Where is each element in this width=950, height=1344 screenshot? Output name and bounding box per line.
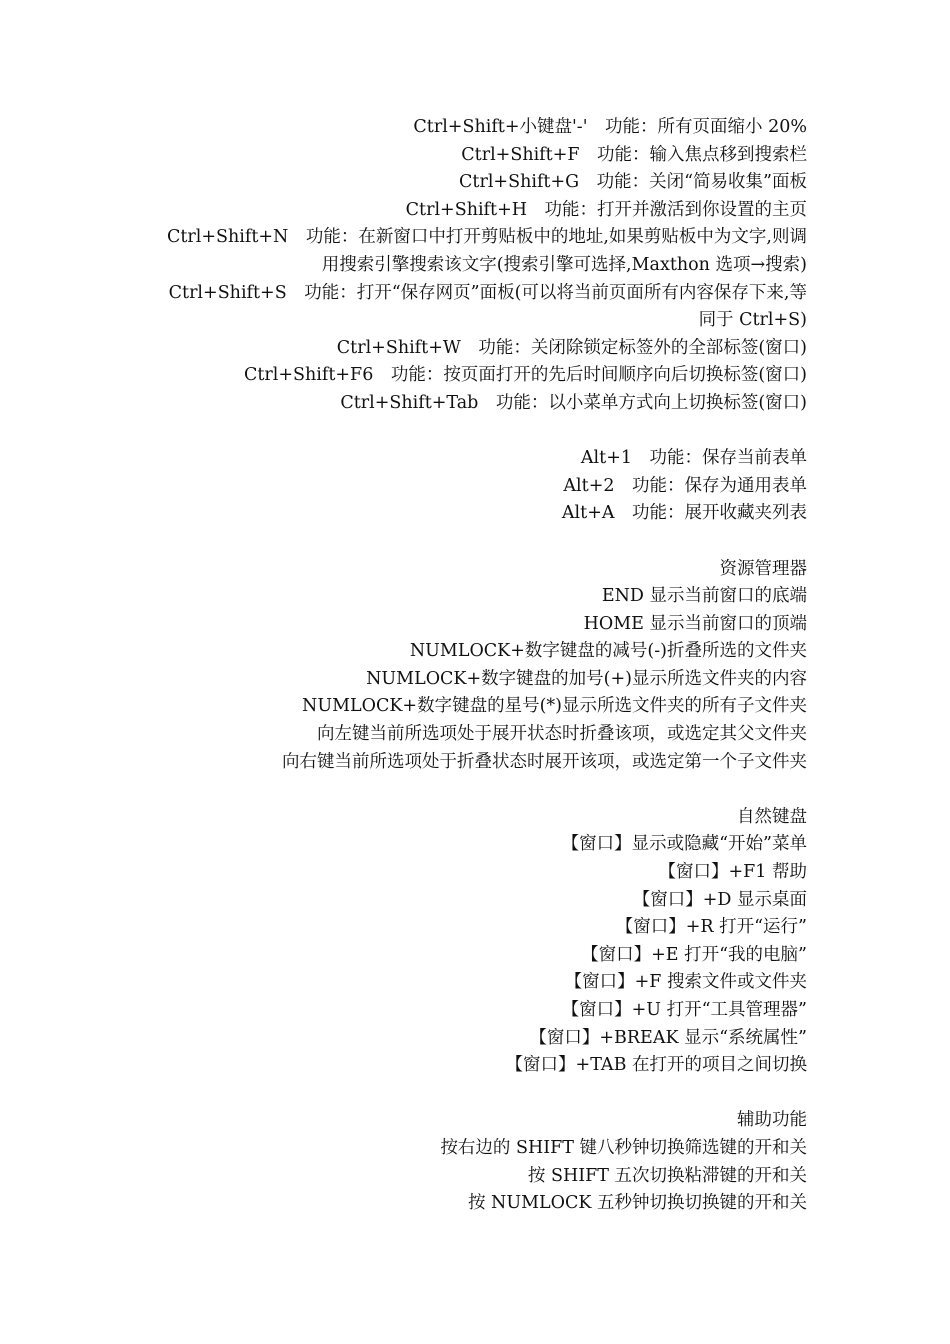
text-line: 【窗口】+E 打开“我的电脑”	[581, 944, 807, 965]
section-heading: 资源管理器	[719, 558, 807, 579]
text-line: Alt+2 功能：保存为通用表单	[563, 475, 807, 496]
text-line: Ctrl+Shift+Tab 功能：以小菜单方式向上切换标签(窗口)	[340, 392, 807, 413]
text-line: 【窗口】+TAB 在打开的项目之间切换	[505, 1055, 807, 1076]
text-line: NUMLOCK+数字键盘的加号(+)显示所选文件夹的内容	[366, 668, 807, 689]
text-line: Ctrl+Shift+W 功能：关闭除锁定标签外的全部标签(窗口)	[336, 337, 807, 358]
text-line: Ctrl+Shift+G 功能：关闭“简易收集”面板	[459, 172, 807, 193]
text-line: Ctrl+Shift+F 功能：输入焦点移到搜索栏	[461, 144, 807, 165]
blank-line	[140, 418, 807, 446]
text-line: 同于 Ctrl+S)	[698, 310, 807, 331]
text-line: HOME 显示当前窗口的顶端	[583, 613, 807, 634]
text-line: NUMLOCK+数字键盘的星号(*)显示所选文件夹的所有子文件夹	[302, 696, 807, 717]
text-line: 【窗口】+F1 帮助	[658, 862, 807, 883]
text-line: 【窗口】+BREAK 显示“系统属性”	[529, 1027, 807, 1048]
text-line: NUMLOCK+数字键盘的减号(-)折叠所选的文件夹	[409, 641, 807, 662]
text-line: 【窗口】+F 搜索文件或文件夹	[564, 972, 807, 993]
section-ctrl-shift-shortcuts	[140, 114, 807, 418]
text-line: 【窗口】+D 显示桌面	[632, 889, 807, 910]
blank-line	[140, 1080, 807, 1108]
blank-line	[140, 528, 807, 556]
text-line: 按右边的 SHIFT 键八秒钟切换筛选键的开和关	[440, 1137, 807, 1158]
text-line: 用搜索引擎搜索该文字(搜索引擎可选择,Maxthon 选项→搜索)	[321, 254, 807, 275]
section-heading: 辅助功能	[737, 1110, 807, 1131]
text-line: 向左键当前所选项处于展开状态时折叠该项，或选定其父文件夹	[317, 724, 807, 745]
text-line: 按 SHIFT 五次切换粘滞键的开和关	[527, 1165, 807, 1186]
section-accessibility	[140, 1107, 807, 1217]
text-line: 按 NUMLOCK 五秒钟切换切换键的开和关	[467, 1193, 807, 1214]
text-line: 【窗口】显示或隐藏“开始”菜单	[561, 834, 807, 855]
text-line: 向右键当前所选项处于折叠状态时展开该项，或选定第一个子文件夹	[282, 751, 807, 772]
blank-line	[140, 776, 807, 804]
text-line: Ctrl+Shift+H 功能：打开并激活到你设置的主页	[405, 199, 807, 220]
text-line: 【窗口】+U 打开“工具管理器”	[561, 1000, 807, 1020]
document-page	[140, 114, 807, 1218]
section-natural-keyboard	[140, 804, 807, 1080]
text-line: Ctrl+Shift+F6 功能：按页面打开的先后时间顺序向后切换标签(窗口)	[243, 365, 807, 386]
section-explorer	[140, 556, 807, 777]
text-line: Ctrl+Shift+小键盘'-' 功能：所有页面缩小 20%	[413, 117, 807, 137]
text-line: END 显示当前窗口的底端	[601, 586, 807, 607]
text-line: 【窗口】+R 打开“运行”	[615, 917, 807, 938]
section-alt-shortcuts	[140, 445, 807, 528]
text-line: Ctrl+Shift+S 功能：打开“保存网页”面板(可以将当前页面所有内容保存下来,等	[168, 282, 807, 303]
text-line: Alt+1 功能：保存当前表单	[580, 448, 807, 469]
text-line: Alt+A 功能：展开收藏夹列表	[561, 503, 807, 524]
section-heading: 自然键盘	[737, 806, 807, 827]
text-line: Ctrl+Shift+N 功能：在新窗口中打开剪贴板中的地址,如果剪贴板中为文字,则调	[166, 227, 807, 248]
